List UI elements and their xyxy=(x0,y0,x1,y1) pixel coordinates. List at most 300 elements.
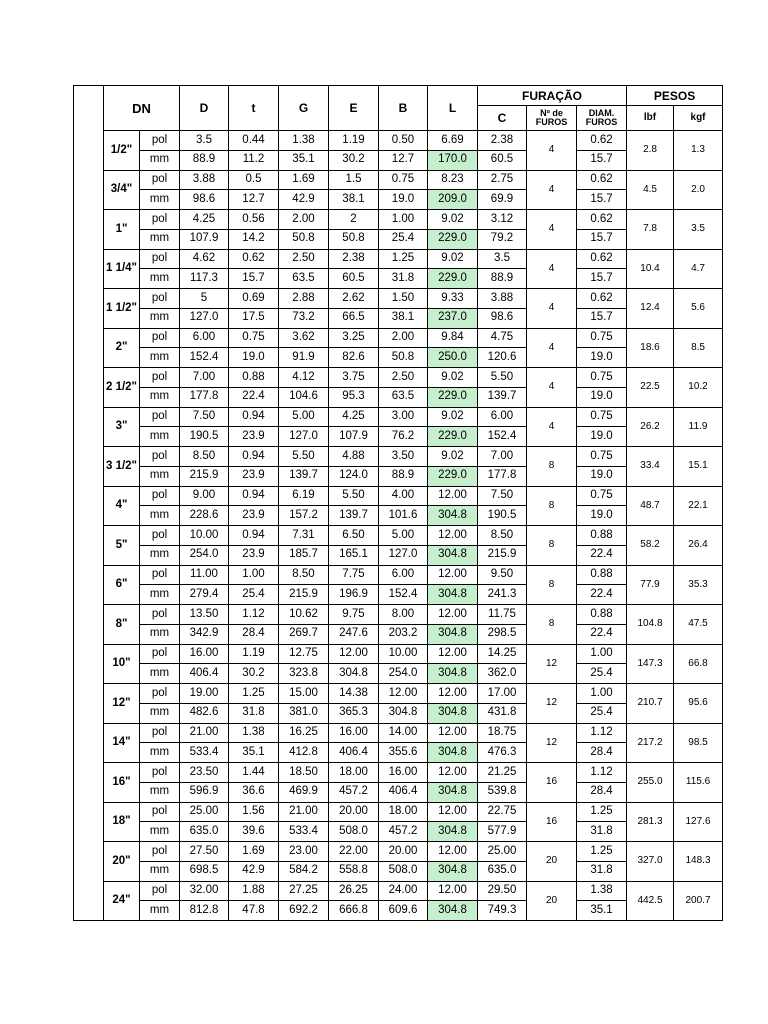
value-diam-furos-pol: 0.75 xyxy=(577,368,627,388)
value-e-mm: 38.1 xyxy=(329,190,379,210)
unit-pol: pol xyxy=(140,723,180,743)
value-n-furos: 20 xyxy=(527,881,577,921)
value-e-mm: 30.2 xyxy=(329,150,379,170)
value-diam-furos-pol: 0.75 xyxy=(577,407,627,427)
value-g-pol: 5.50 xyxy=(279,447,329,467)
unit-mm: mm xyxy=(140,822,180,842)
value-c-pol: 14.25 xyxy=(478,644,527,664)
value-g-mm: 63.5 xyxy=(279,269,329,289)
value-c-mm: 476.3 xyxy=(478,743,527,763)
value-c-pol: 2.75 xyxy=(478,170,527,190)
value-l-pol: 9.02 xyxy=(428,210,478,230)
value-diam-furos-mm: 22.4 xyxy=(577,624,627,644)
value-t-mm: 14.2 xyxy=(229,229,279,249)
value-e-mm: 365.3 xyxy=(329,703,379,723)
value-g-mm: 323.8 xyxy=(279,664,329,684)
value-t-mm: 36.6 xyxy=(229,782,279,802)
value-t-mm: 35.1 xyxy=(229,743,279,763)
value-d-pol: 11.00 xyxy=(180,565,229,585)
value-b-pol: 4.00 xyxy=(379,486,428,506)
value-b-mm: 50.8 xyxy=(379,348,428,368)
dn-size: 1 1/4" xyxy=(104,249,140,289)
header-dn: DN xyxy=(104,86,180,131)
value-kgf: 4.7 xyxy=(674,249,723,289)
value-diam-furos-pol: 1.38 xyxy=(577,881,627,901)
value-b-mm: 203.2 xyxy=(379,624,428,644)
value-c-pol: 25.00 xyxy=(478,842,527,862)
unit-mm: mm xyxy=(140,782,180,802)
value-b-pol: 3.00 xyxy=(379,407,428,427)
value-b-pol: 10.00 xyxy=(379,644,428,664)
value-t-mm: 22.4 xyxy=(229,387,279,407)
value-g-mm: 381.0 xyxy=(279,703,329,723)
dn-size: 18" xyxy=(104,802,140,842)
value-lbf: 12.4 xyxy=(627,289,674,329)
dn-size: 20" xyxy=(104,842,140,882)
table-row-pol xyxy=(74,170,723,190)
value-g-mm: 692.2 xyxy=(279,901,329,921)
value-kgf: 148.3 xyxy=(674,842,723,882)
value-n-furos: 8 xyxy=(527,447,577,487)
value-l-pol: 12.00 xyxy=(428,565,478,585)
unit-mm: mm xyxy=(140,743,180,763)
dn-size: 3/4" xyxy=(104,170,140,210)
value-g-mm: 35.1 xyxy=(279,150,329,170)
value-lbf: 33.4 xyxy=(627,447,674,487)
value-t-pol: 1.56 xyxy=(229,802,279,822)
value-l-pol: 12.00 xyxy=(428,684,478,704)
table-row-pol xyxy=(74,605,723,625)
unit-pol: pol xyxy=(140,447,180,467)
value-e-mm: 304.8 xyxy=(329,664,379,684)
value-e-pol: 2 xyxy=(329,210,379,230)
value-diam-furos-pol: 1.00 xyxy=(577,644,627,664)
value-e-mm: 95.3 xyxy=(329,387,379,407)
unit-pol: pol xyxy=(140,842,180,862)
value-kgf: 8.5 xyxy=(674,328,723,368)
table-row-pol xyxy=(74,723,723,743)
value-t-pol: 0.94 xyxy=(229,447,279,467)
value-t-mm: 15.7 xyxy=(229,269,279,289)
value-b-mm: 152.4 xyxy=(379,585,428,605)
value-l-mm: 304.8 xyxy=(428,901,478,921)
value-lbf: 104.8 xyxy=(627,605,674,645)
value-c-pol: 3.5 xyxy=(478,249,527,269)
value-l-pol: 12.00 xyxy=(428,881,478,901)
unit-mm: mm xyxy=(140,269,180,289)
header-pesos: PESOS xyxy=(627,86,723,106)
dn-size: 4" xyxy=(104,486,140,526)
value-e-mm: 66.5 xyxy=(329,308,379,328)
value-l-mm: 229.0 xyxy=(428,466,478,486)
table-row-mm xyxy=(74,782,723,802)
value-c-mm: 431.8 xyxy=(478,703,527,723)
value-b-mm: 63.5 xyxy=(379,387,428,407)
value-g-mm: 73.2 xyxy=(279,308,329,328)
value-b-mm: 12.7 xyxy=(379,150,428,170)
unit-pol: pol xyxy=(140,170,180,190)
value-b-mm: 254.0 xyxy=(379,664,428,684)
table-row-mm xyxy=(74,861,723,881)
unit-mm: mm xyxy=(140,229,180,249)
value-e-mm: 508.0 xyxy=(329,822,379,842)
dn-size: 10" xyxy=(104,644,140,684)
value-g-pol: 6.19 xyxy=(279,486,329,506)
value-kgf: 66.8 xyxy=(674,644,723,684)
unit-pol: pol xyxy=(140,486,180,506)
value-diam-furos-mm: 31.8 xyxy=(577,822,627,842)
value-l-mm: 304.8 xyxy=(428,585,478,605)
value-c-mm: 749.3 xyxy=(478,901,527,921)
unit-mm: mm xyxy=(140,150,180,170)
value-e-mm: 107.9 xyxy=(329,427,379,447)
value-t-pol: 0.5 xyxy=(229,170,279,190)
value-g-pol: 23.00 xyxy=(279,842,329,862)
unit-mm: mm xyxy=(140,190,180,210)
value-l-mm: 170.0 xyxy=(428,150,478,170)
value-lbf: 2.8 xyxy=(627,131,674,171)
value-lbf: 48.7 xyxy=(627,486,674,526)
value-d-pol: 23.50 xyxy=(180,763,229,783)
unit-mm: mm xyxy=(140,624,180,644)
value-b-pol: 5.00 xyxy=(379,526,428,546)
value-b-pol: 8.00 xyxy=(379,605,428,625)
unit-pol: pol xyxy=(140,565,180,585)
value-diam-furos-mm: 15.7 xyxy=(577,308,627,328)
table-row-pol xyxy=(74,526,723,546)
value-e-pol: 2.62 xyxy=(329,289,379,309)
value-d-mm: 107.9 xyxy=(180,229,229,249)
value-c-mm: 577.9 xyxy=(478,822,527,842)
value-c-mm: 79.2 xyxy=(478,229,527,249)
value-c-mm: 190.5 xyxy=(478,506,527,526)
value-n-furos: 4 xyxy=(527,131,577,171)
value-c-mm: 60.5 xyxy=(478,150,527,170)
value-c-pol: 11.75 xyxy=(478,605,527,625)
unit-pol: pol xyxy=(140,368,180,388)
table-row-mm xyxy=(74,664,723,684)
value-g-mm: 185.7 xyxy=(279,545,329,565)
value-b-pol: 1.50 xyxy=(379,289,428,309)
value-n-furos: 8 xyxy=(527,605,577,645)
value-d-pol: 13.50 xyxy=(180,605,229,625)
value-b-pol: 3.50 xyxy=(379,447,428,467)
value-t-pol: 0.69 xyxy=(229,289,279,309)
value-c-pol: 7.00 xyxy=(478,447,527,467)
value-c-mm: 362.0 xyxy=(478,664,527,684)
value-g-mm: 139.7 xyxy=(279,466,329,486)
unit-mm: mm xyxy=(140,308,180,328)
value-l-mm: 304.8 xyxy=(428,545,478,565)
value-l-mm: 304.8 xyxy=(428,782,478,802)
value-n-furos: 8 xyxy=(527,565,577,605)
value-g-pol: 1.69 xyxy=(279,170,329,190)
value-e-pol: 4.25 xyxy=(329,407,379,427)
value-t-pol: 0.94 xyxy=(229,486,279,506)
value-c-mm: 139.7 xyxy=(478,387,527,407)
value-g-mm: 584.2 xyxy=(279,861,329,881)
value-e-pol: 20.00 xyxy=(329,802,379,822)
value-l-mm: 304.8 xyxy=(428,743,478,763)
value-b-mm: 101.6 xyxy=(379,506,428,526)
value-e-pol: 3.75 xyxy=(329,368,379,388)
value-g-mm: 269.7 xyxy=(279,624,329,644)
dn-size: 8" xyxy=(104,605,140,645)
unit-mm: mm xyxy=(140,466,180,486)
value-g-mm: 533.4 xyxy=(279,822,329,842)
value-l-mm: 304.8 xyxy=(428,861,478,881)
unit-pol: pol xyxy=(140,328,180,348)
value-e-pol: 1.5 xyxy=(329,170,379,190)
table-row-pol xyxy=(74,644,723,664)
dn-size: 14" xyxy=(104,723,140,763)
value-g-mm: 469.9 xyxy=(279,782,329,802)
value-d-pol: 4.62 xyxy=(180,249,229,269)
unit-pol: pol xyxy=(140,249,180,269)
value-e-mm: 196.9 xyxy=(329,585,379,605)
value-diam-furos-pol: 0.88 xyxy=(577,526,627,546)
value-g-mm: 42.9 xyxy=(279,190,329,210)
value-n-furos: 12 xyxy=(527,723,577,763)
value-b-pol: 1.00 xyxy=(379,210,428,230)
table-row-mm xyxy=(74,190,723,210)
value-g-pol: 7.31 xyxy=(279,526,329,546)
value-d-pol: 7.00 xyxy=(180,368,229,388)
value-g-pol: 15.00 xyxy=(279,684,329,704)
value-d-pol: 32.00 xyxy=(180,881,229,901)
value-d-pol: 5 xyxy=(180,289,229,309)
value-l-mm: 229.0 xyxy=(428,229,478,249)
value-b-mm: 76.2 xyxy=(379,427,428,447)
value-d-pol: 9.00 xyxy=(180,486,229,506)
table-row-pol xyxy=(74,131,723,151)
value-g-pol: 5.00 xyxy=(279,407,329,427)
value-b-mm: 406.4 xyxy=(379,782,428,802)
table-row-mm xyxy=(74,269,723,289)
value-c-pol: 22.75 xyxy=(478,802,527,822)
value-l-mm: 250.0 xyxy=(428,348,478,368)
value-t-mm: 23.9 xyxy=(229,545,279,565)
value-kgf: 1.3 xyxy=(674,131,723,171)
table-row-pol xyxy=(74,328,723,348)
value-lbf: 26.2 xyxy=(627,407,674,447)
value-g-pol: 3.62 xyxy=(279,328,329,348)
dn-size: 2 1/2" xyxy=(104,368,140,408)
value-diam-furos-mm: 25.4 xyxy=(577,703,627,723)
value-e-mm: 60.5 xyxy=(329,269,379,289)
value-d-mm: 117.3 xyxy=(180,269,229,289)
value-d-mm: 406.4 xyxy=(180,664,229,684)
value-diam-furos-mm: 28.4 xyxy=(577,743,627,763)
value-diam-furos-mm: 15.7 xyxy=(577,229,627,249)
value-n-furos: 4 xyxy=(527,368,577,408)
value-n-furos: 4 xyxy=(527,170,577,210)
value-c-mm: 539.8 xyxy=(478,782,527,802)
value-kgf: 26.4 xyxy=(674,526,723,566)
value-b-pol: 18.00 xyxy=(379,802,428,822)
value-t-pol: 1.19 xyxy=(229,644,279,664)
dn-size: 1/2" xyxy=(104,131,140,171)
table-row-pol xyxy=(74,881,723,901)
header-n-furos: Nº de FUROS xyxy=(527,106,577,131)
value-lbf: 217.2 xyxy=(627,723,674,763)
value-d-pol: 4.25 xyxy=(180,210,229,230)
value-diam-furos-mm: 15.7 xyxy=(577,269,627,289)
value-diam-furos-mm: 15.7 xyxy=(577,190,627,210)
table-row-pol xyxy=(74,763,723,783)
value-c-pol: 21.25 xyxy=(478,763,527,783)
header-g: G xyxy=(279,86,329,131)
unit-pol: pol xyxy=(140,644,180,664)
value-d-mm: 279.4 xyxy=(180,585,229,605)
value-b-pol: 0.75 xyxy=(379,170,428,190)
table-row-pol xyxy=(74,368,723,388)
value-kgf: 200.7 xyxy=(674,881,723,921)
value-b-mm: 38.1 xyxy=(379,308,428,328)
table-row-pol xyxy=(74,565,723,585)
value-b-pol: 12.00 xyxy=(379,684,428,704)
table-row-pol xyxy=(74,407,723,427)
value-t-mm: 11.2 xyxy=(229,150,279,170)
value-l-pol: 12.00 xyxy=(428,526,478,546)
value-l-mm: 304.8 xyxy=(428,506,478,526)
value-t-mm: 17.5 xyxy=(229,308,279,328)
value-l-pol: 9.02 xyxy=(428,249,478,269)
value-t-pol: 0.94 xyxy=(229,526,279,546)
value-diam-furos-pol: 0.62 xyxy=(577,131,627,151)
value-t-pol: 1.38 xyxy=(229,723,279,743)
value-b-pol: 20.00 xyxy=(379,842,428,862)
value-kgf: 35.3 xyxy=(674,565,723,605)
dn-size: 1" xyxy=(104,210,140,250)
value-g-pol: 12.75 xyxy=(279,644,329,664)
value-t-pol: 0.94 xyxy=(229,407,279,427)
value-diam-furos-pol: 0.75 xyxy=(577,447,627,467)
value-lbf: 327.0 xyxy=(627,842,674,882)
value-b-mm: 508.0 xyxy=(379,861,428,881)
value-d-mm: 88.9 xyxy=(180,150,229,170)
value-c-mm: 241.3 xyxy=(478,585,527,605)
value-kgf: 95.6 xyxy=(674,684,723,724)
value-d-pol: 8.50 xyxy=(180,447,229,467)
value-t-mm: 23.9 xyxy=(229,427,279,447)
table-row-mm xyxy=(74,308,723,328)
value-l-pol: 9.84 xyxy=(428,328,478,348)
header-c: C xyxy=(478,106,527,131)
value-d-mm: 596.9 xyxy=(180,782,229,802)
value-b-mm: 457.2 xyxy=(379,822,428,842)
value-b-pol: 1.25 xyxy=(379,249,428,269)
table-row-pol xyxy=(74,486,723,506)
value-c-pol: 4.75 xyxy=(478,328,527,348)
value-b-pol: 6.00 xyxy=(379,565,428,585)
value-d-mm: 482.6 xyxy=(180,703,229,723)
value-b-mm: 25.4 xyxy=(379,229,428,249)
value-t-pol: 0.75 xyxy=(229,328,279,348)
value-d-pol: 3.88 xyxy=(180,170,229,190)
value-d-mm: 698.5 xyxy=(180,861,229,881)
unit-pol: pol xyxy=(140,289,180,309)
value-t-mm: 23.9 xyxy=(229,466,279,486)
value-c-mm: 120.6 xyxy=(478,348,527,368)
table-row-mm xyxy=(74,150,723,170)
header-b: B xyxy=(379,86,428,131)
value-diam-furos-mm: 19.0 xyxy=(577,387,627,407)
value-g-mm: 157.2 xyxy=(279,506,329,526)
value-e-pol: 16.00 xyxy=(329,723,379,743)
value-l-pol: 8.23 xyxy=(428,170,478,190)
value-c-pol: 8.50 xyxy=(478,526,527,546)
unit-pol: pol xyxy=(140,763,180,783)
unit-mm: mm xyxy=(140,427,180,447)
value-l-pol: 12.00 xyxy=(428,644,478,664)
value-d-mm: 177.8 xyxy=(180,387,229,407)
value-e-pol: 12.00 xyxy=(329,644,379,664)
value-e-mm: 139.7 xyxy=(329,506,379,526)
value-t-pol: 1.69 xyxy=(229,842,279,862)
value-n-furos: 12 xyxy=(527,644,577,684)
value-diam-furos-pol: 1.25 xyxy=(577,802,627,822)
value-g-mm: 215.9 xyxy=(279,585,329,605)
value-t-mm: 31.8 xyxy=(229,703,279,723)
value-c-mm: 298.5 xyxy=(478,624,527,644)
table-row-pol xyxy=(74,684,723,704)
value-l-pol: 12.00 xyxy=(428,802,478,822)
value-n-furos: 4 xyxy=(527,210,577,250)
value-g-pol: 21.00 xyxy=(279,802,329,822)
table-row-pol xyxy=(74,842,723,862)
value-diam-furos-pol: 0.62 xyxy=(577,249,627,269)
value-d-pol: 19.00 xyxy=(180,684,229,704)
unit-pol: pol xyxy=(140,526,180,546)
table-row-mm xyxy=(74,348,723,368)
value-t-pol: 1.88 xyxy=(229,881,279,901)
value-t-pol: 0.62 xyxy=(229,249,279,269)
flange-table-container xyxy=(73,85,723,921)
value-e-mm: 82.6 xyxy=(329,348,379,368)
value-t-mm: 28.4 xyxy=(229,624,279,644)
value-l-pol: 9.33 xyxy=(428,289,478,309)
value-e-pol: 2.38 xyxy=(329,249,379,269)
value-e-pol: 18.00 xyxy=(329,763,379,783)
value-c-pol: 6.00 xyxy=(478,407,527,427)
value-l-mm: 304.8 xyxy=(428,624,478,644)
value-g-pol: 27.25 xyxy=(279,881,329,901)
value-diam-furos-mm: 19.0 xyxy=(577,466,627,486)
value-l-mm: 229.0 xyxy=(428,387,478,407)
value-t-pol: 0.44 xyxy=(229,131,279,151)
value-b-mm: 609.6 xyxy=(379,901,428,921)
dn-size: 3" xyxy=(104,407,140,447)
value-lbf: 77.9 xyxy=(627,565,674,605)
value-diam-furos-pol: 0.62 xyxy=(577,289,627,309)
value-diam-furos-pol: 1.25 xyxy=(577,842,627,862)
table-row-mm xyxy=(74,427,723,447)
unit-mm: mm xyxy=(140,703,180,723)
value-d-mm: 635.0 xyxy=(180,822,229,842)
table-row-mm xyxy=(74,822,723,842)
unit-pol: pol xyxy=(140,210,180,230)
value-d-mm: 190.5 xyxy=(180,427,229,447)
value-t-pol: 0.56 xyxy=(229,210,279,230)
value-t-mm: 12.7 xyxy=(229,190,279,210)
value-c-mm: 635.0 xyxy=(478,861,527,881)
value-e-pol: 7.75 xyxy=(329,565,379,585)
unit-mm: mm xyxy=(140,585,180,605)
value-lbf: 281.3 xyxy=(627,802,674,842)
value-c-pol: 17.00 xyxy=(478,684,527,704)
value-c-pol: 3.88 xyxy=(478,289,527,309)
